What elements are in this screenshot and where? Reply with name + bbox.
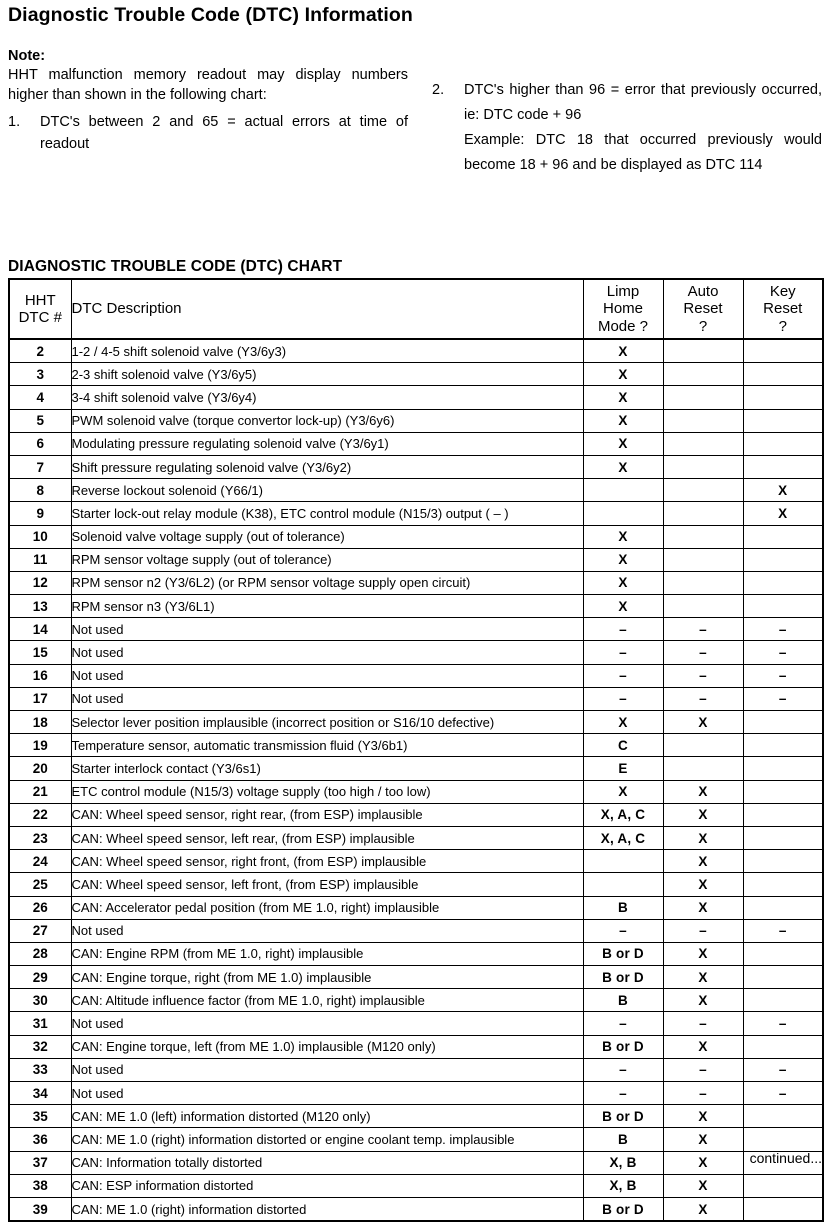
column-header-auto-line1: Auto [687,282,719,300]
cell-auto-reset [663,339,743,363]
cell-dtc-number: 25 [9,873,71,896]
cell-auto-reset [663,455,743,478]
cell-dtc-number: 5 [9,409,71,432]
table-row [9,1197,823,1221]
cell-dtc-description: Not used [71,687,583,710]
column-header-limp-line1: Limp [606,282,640,300]
cell-dtc-description: Not used [71,919,583,942]
cell-auto-reset: X [663,1035,743,1058]
cell-dtc-description: PWM solenoid valve (torque convertor lock-up) (Y3/6y6) [71,409,583,432]
cell-limp-home-mode: B or D [583,942,663,965]
cell-dtc-number: 29 [9,966,71,989]
table-row [9,989,823,1012]
cell-key-reset [743,989,823,1012]
cell-key-reset: – [743,687,823,710]
note-label: Note: [8,48,46,64]
cell-auto-reset: X [663,850,743,873]
cell-dtc-number: 34 [9,1082,71,1105]
cell-limp-home-mode: X [583,595,663,618]
note-list-item-2 [432,78,822,178]
cell-key-reset [743,339,823,363]
cell-key-reset [743,548,823,571]
cell-dtc-description: ETC control module (N15/3) voltage supply (too high / too low) [71,780,583,803]
cell-limp-home-mode: X [583,339,663,363]
cell-limp-home-mode: – [583,618,663,641]
cell-auto-reset [663,595,743,618]
cell-auto-reset: X [663,1105,743,1128]
cell-limp-home-mode: X, B [583,1174,663,1197]
cell-dtc-description: CAN: Engine torque, left (from ME 1.0) implausible (M120 only) [71,1035,583,1058]
cell-dtc-number: 22 [9,803,71,826]
cell-key-reset [743,896,823,919]
cell-dtc-description: CAN: Engine torque, right (from ME 1.0) implausible [71,966,583,989]
cell-limp-home-mode [583,850,663,873]
cell-auto-reset [663,734,743,757]
cell-limp-home-mode: X, B [583,1151,663,1174]
note-column-left [8,48,408,157]
column-header-dtc-number-line2: DTC # [18,309,62,326]
cell-dtc-number: 35 [9,1105,71,1128]
cell-dtc-number: 19 [9,734,71,757]
cell-dtc-description: 3-4 shift solenoid valve (Y3/6y4) [71,386,583,409]
cell-dtc-number: 32 [9,1035,71,1058]
cell-dtc-number: 21 [9,780,71,803]
note-body-text: HHT malfunction memory readout may display numbers higher than shown in the following chart: [8,67,408,103]
cell-key-reset [743,1174,823,1197]
cell-key-reset [743,850,823,873]
cell-key-reset [743,363,823,386]
table-row [9,618,823,641]
cell-dtc-description: Not used [71,618,583,641]
table-row [9,711,823,734]
table-row [9,942,823,965]
cell-dtc-number: 39 [9,1197,71,1221]
cell-limp-home-mode: X, A, C [583,826,663,849]
table-row [9,664,823,687]
cell-limp-home-mode [583,873,663,896]
table-row [9,1035,823,1058]
note-item-2-marker: 2. [432,82,445,98]
cell-dtc-number: 36 [9,1128,71,1151]
cell-dtc-description: Temperature sensor, automatic transmission fluid (Y3/6b1) [71,734,583,757]
column-header-limp-line3: Mode ? [597,317,649,335]
cell-dtc-number: 28 [9,942,71,965]
table-row [9,432,823,455]
cell-dtc-description: Starter lock-out relay module (K38), ETC control module (N15/3) output ( – ) [71,502,583,525]
note-item-1-text: DTC's between 2 and 65 = actual errors at time of readout [40,114,408,152]
cell-dtc-number: 13 [9,595,71,618]
cell-dtc-description: Not used [71,664,583,687]
cell-limp-home-mode: X [583,711,663,734]
cell-dtc-number: 8 [9,479,71,502]
cell-dtc-description: CAN: Wheel speed sensor, right rear, (from ESP) implausible [71,803,583,826]
table-row [9,502,823,525]
cell-dtc-description: Not used [71,1058,583,1081]
cell-dtc-description: Solenoid valve voltage supply (out of tolerance) [71,525,583,548]
cell-key-reset [743,942,823,965]
table-row [9,734,823,757]
cell-dtc-description: Modulating pressure regulating solenoid valve (Y3/6y1) [71,432,583,455]
note-item-2-text: DTC's higher than 96 = error that previously occurred, ie: DTC code + 96 [464,82,822,123]
cell-auto-reset: X [663,803,743,826]
cell-dtc-description: Reverse lockout solenoid (Y66/1) [71,479,583,502]
table-row [9,919,823,942]
cell-auto-reset: – [663,687,743,710]
cell-auto-reset [663,502,743,525]
table-row [9,803,823,826]
table-header [9,279,823,339]
cell-key-reset [743,757,823,780]
cell-auto-reset [663,363,743,386]
column-header-dtc-number [9,279,71,339]
cell-auto-reset [663,386,743,409]
cell-limp-home-mode: X [583,548,663,571]
cell-dtc-description: CAN: Altitude influence factor (from ME 1.0, right) implausible [71,989,583,1012]
cell-auto-reset: X [663,826,743,849]
cell-key-reset: – [743,1058,823,1081]
table-row [9,850,823,873]
cell-key-reset [743,571,823,594]
cell-auto-reset: – [663,664,743,687]
table-row [9,1174,823,1197]
cell-key-reset [743,1197,823,1221]
cell-key-reset [743,873,823,896]
cell-auto-reset: – [663,641,743,664]
cell-limp-home-mode: B [583,1128,663,1151]
table-row [9,896,823,919]
cell-key-reset: – [743,664,823,687]
cell-dtc-number: 12 [9,571,71,594]
cell-auto-reset: X [663,711,743,734]
cell-limp-home-mode [583,502,663,525]
note-item-2-example: Example: DTC 18 that occurred previously would become 18 + 96 and be displayed as DTC 114 [464,132,822,173]
column-header-auto-line2: Reset [683,300,723,318]
table-row [9,1012,823,1035]
cell-limp-home-mode: E [583,757,663,780]
cell-dtc-number: 27 [9,919,71,942]
cell-limp-home-mode: B or D [583,1197,663,1221]
cell-key-reset [743,734,823,757]
table-row [9,339,823,363]
cell-dtc-number: 26 [9,896,71,919]
cell-key-reset [743,1105,823,1128]
cell-auto-reset: – [663,919,743,942]
cell-key-reset [743,711,823,734]
table-row [9,455,823,478]
table-row [9,1082,823,1105]
note-list-left [8,111,408,155]
cell-dtc-description: Selector lever position implausible (incorrect position or S16/10 defective) [71,711,583,734]
cell-limp-home-mode: – [583,1082,663,1105]
cell-dtc-description: RPM sensor voltage supply (out of tolerance) [71,548,583,571]
cell-key-reset: – [743,1012,823,1035]
cell-dtc-number: 2 [9,339,71,363]
continued-footer: continued... [749,1150,822,1166]
cell-auto-reset [663,548,743,571]
cell-limp-home-mode: B or D [583,966,663,989]
cell-dtc-number: 17 [9,687,71,710]
table-row [9,1128,823,1151]
cell-auto-reset: – [663,1012,743,1035]
cell-dtc-description: Shift pressure regulating solenoid valve (Y3/6y2) [71,455,583,478]
cell-key-reset: – [743,641,823,664]
cell-dtc-number: 37 [9,1151,71,1174]
cell-limp-home-mode [583,479,663,502]
cell-dtc-number: 10 [9,525,71,548]
cell-dtc-number: 23 [9,826,71,849]
cell-dtc-description: CAN: Wheel speed sensor, left front, (from ESP) implausible [71,873,583,896]
column-header-auto-reset [663,279,743,339]
cell-dtc-description: CAN: ME 1.0 (right) information distorted [71,1197,583,1221]
cell-key-reset: X [743,479,823,502]
cell-auto-reset: X [663,966,743,989]
cell-auto-reset: X [663,896,743,919]
cell-dtc-number: 14 [9,618,71,641]
cell-dtc-number: 18 [9,711,71,734]
column-header-limp-home-mode [583,279,663,339]
cell-dtc-number: 16 [9,664,71,687]
cell-dtc-number: 11 [9,548,71,571]
cell-auto-reset: X [663,1174,743,1197]
cell-key-reset: X [743,502,823,525]
dtc-chart-container [8,278,822,1222]
cell-dtc-description: 2-3 shift solenoid valve (Y3/6y5) [71,363,583,386]
cell-dtc-number: 38 [9,1174,71,1197]
table-row [9,548,823,571]
table-row [9,1105,823,1128]
table-row [9,386,823,409]
cell-auto-reset: – [663,1082,743,1105]
cell-dtc-description: Not used [71,1012,583,1035]
cell-dtc-number: 7 [9,455,71,478]
table-row [9,363,823,386]
table-row [9,595,823,618]
page-title: Diagnostic Trouble Code (DTC) Information [8,4,413,26]
cell-limp-home-mode: B or D [583,1105,663,1128]
cell-limp-home-mode: B [583,896,663,919]
table-row [9,641,823,664]
cell-dtc-description: RPM sensor n2 (Y3/6L2) (or RPM sensor voltage supply open circuit) [71,571,583,594]
table-row [9,873,823,896]
cell-auto-reset [663,525,743,548]
cell-auto-reset: X [663,1128,743,1151]
cell-dtc-number: 6 [9,432,71,455]
cell-auto-reset [663,479,743,502]
cell-limp-home-mode: – [583,1058,663,1081]
table-row [9,757,823,780]
cell-key-reset: – [743,1082,823,1105]
cell-limp-home-mode: X [583,386,663,409]
cell-dtc-description: 1-2 / 4-5 shift solenoid valve (Y3/6y3) [71,339,583,363]
cell-dtc-description: RPM sensor n3 (Y3/6L1) [71,595,583,618]
cell-limp-home-mode: X [583,571,663,594]
column-header-key-line3: ? [778,317,787,335]
cell-key-reset [743,966,823,989]
cell-key-reset [743,455,823,478]
cell-key-reset [743,595,823,618]
table-body [9,339,823,1221]
cell-dtc-number: 15 [9,641,71,664]
note-list-item-1 [8,111,408,155]
cell-limp-home-mode: X [583,525,663,548]
cell-dtc-number: 31 [9,1012,71,1035]
cell-limp-home-mode: – [583,687,663,710]
cell-auto-reset: X [663,873,743,896]
cell-dtc-description: CAN: Wheel speed sensor, right front, (from ESP) implausible [71,850,583,873]
cell-key-reset [743,409,823,432]
cell-key-reset [743,826,823,849]
cell-dtc-number: 33 [9,1058,71,1081]
cell-key-reset [743,432,823,455]
cell-limp-home-mode: X [583,363,663,386]
cell-key-reset [743,1128,823,1151]
cell-dtc-description: CAN: ESP information distorted [71,1174,583,1197]
cell-limp-home-mode: – [583,1012,663,1035]
cell-dtc-description: CAN: Engine RPM (from ME 1.0, right) implausible [71,942,583,965]
cell-limp-home-mode: X [583,780,663,803]
cell-auto-reset [663,757,743,780]
cell-dtc-description: CAN: ME 1.0 (right) information distorted or engine coolant temp. implausible [71,1128,583,1151]
table-row [9,687,823,710]
cell-limp-home-mode: B [583,989,663,1012]
cell-auto-reset: – [663,1058,743,1081]
table-row [9,966,823,989]
note-item-1-marker: 1. [8,114,21,130]
table-row [9,1151,823,1174]
cell-key-reset [743,803,823,826]
table-row [9,525,823,548]
cell-dtc-number: 30 [9,989,71,1012]
cell-dtc-number: 20 [9,757,71,780]
cell-key-reset: – [743,618,823,641]
cell-dtc-description: Starter interlock contact (Y3/6s1) [71,757,583,780]
note-list-right [432,78,822,178]
cell-limp-home-mode: X, A, C [583,803,663,826]
table-row [9,479,823,502]
table-row [9,409,823,432]
cell-auto-reset [663,409,743,432]
cell-dtc-description: Not used [71,1082,583,1105]
cell-auto-reset: X [663,780,743,803]
table-row [9,571,823,594]
column-header-auto-line3: ? [698,317,708,335]
cell-dtc-description: CAN: ME 1.0 (left) information distorted (M120 only) [71,1105,583,1128]
column-header-dtc-number-line1: HHT [24,291,56,309]
cell-auto-reset [663,432,743,455]
column-header-description: DTC Description [71,279,583,339]
cell-key-reset [743,525,823,548]
cell-auto-reset: – [663,618,743,641]
cell-key-reset [743,780,823,803]
column-header-limp-line2: Home [602,300,643,318]
table-header-row [9,279,823,339]
column-header-key-reset [743,279,823,339]
cell-dtc-number: 4 [9,386,71,409]
cell-limp-home-mode: – [583,664,663,687]
cell-limp-home-mode: – [583,641,663,664]
cell-limp-home-mode: – [583,919,663,942]
cell-auto-reset: X [663,1197,743,1221]
cell-auto-reset [663,571,743,594]
dtc-chart-table [8,278,824,1222]
cell-dtc-description: CAN: Accelerator pedal position (from ME 1.0, right) implausible [71,896,583,919]
cell-dtc-number: 3 [9,363,71,386]
cell-dtc-description: Not used [71,641,583,664]
cell-auto-reset: X [663,989,743,1012]
chart-heading: DIAGNOSTIC TROUBLE CODE (DTC) CHART [8,258,343,275]
cell-limp-home-mode: X [583,432,663,455]
cell-limp-home-mode: C [583,734,663,757]
table-row [9,826,823,849]
cell-key-reset: – [743,919,823,942]
cell-key-reset [743,386,823,409]
table-row [9,1058,823,1081]
cell-dtc-description: CAN: Information totally distorted [71,1151,583,1174]
column-header-key-line1: Key [769,282,796,300]
cell-key-reset [743,1035,823,1058]
cell-limp-home-mode: B or D [583,1035,663,1058]
note-column-right [432,72,822,180]
column-header-key-line2: Reset [763,300,803,318]
cell-dtc-description: CAN: Wheel speed sensor, left rear, (from ESP) implausible [71,826,583,849]
cell-dtc-number: 24 [9,850,71,873]
table-row [9,780,823,803]
cell-limp-home-mode: X [583,455,663,478]
cell-dtc-number: 9 [9,502,71,525]
cell-auto-reset: X [663,942,743,965]
cell-auto-reset: X [663,1151,743,1174]
cell-limp-home-mode: X [583,409,663,432]
